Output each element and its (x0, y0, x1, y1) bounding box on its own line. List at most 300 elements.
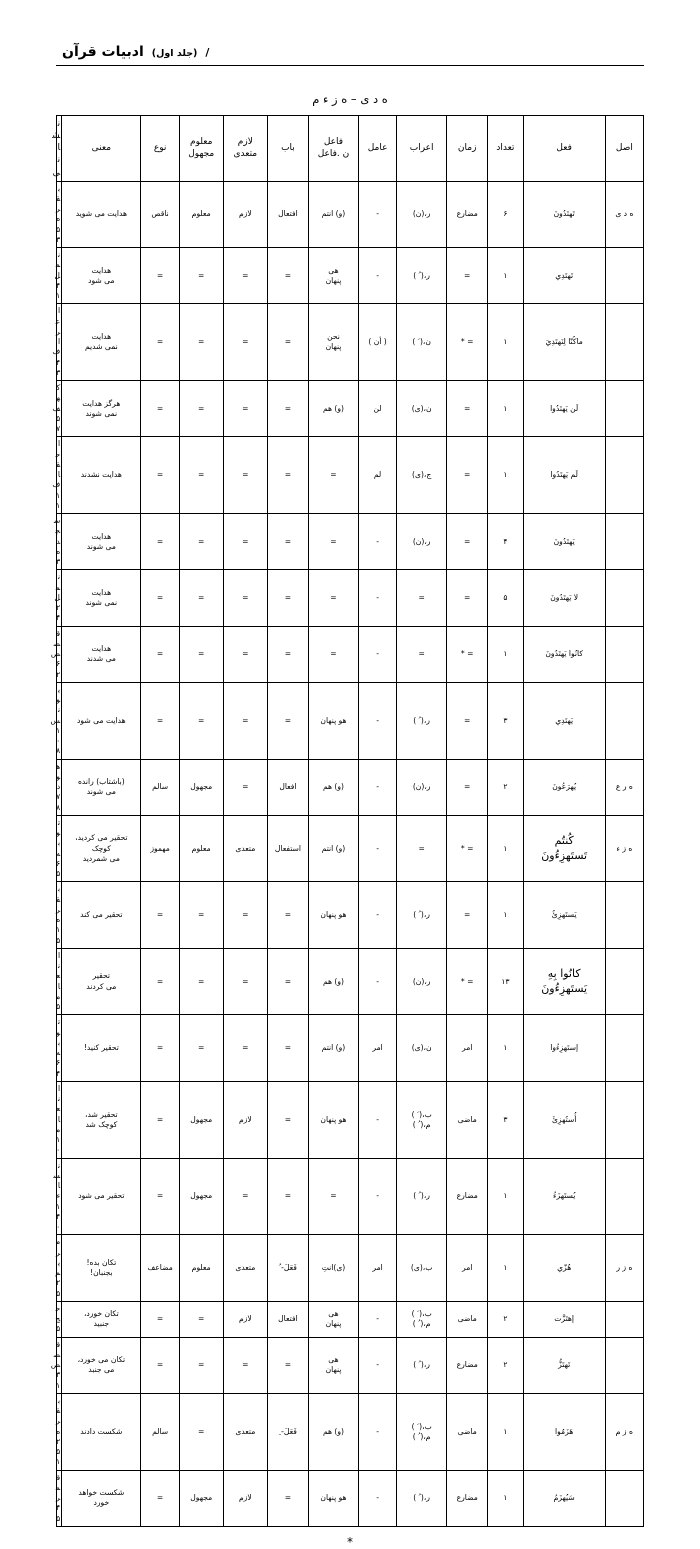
cell-mani: تحقیر می کردید، کوچک می شمردید (62, 815, 141, 882)
cell-fael: = (309, 437, 359, 514)
cell-noa: = (141, 1470, 179, 1526)
cell-noa: سالم (141, 759, 179, 815)
cell-amel: - (358, 570, 396, 626)
cell-noa: = (141, 248, 179, 304)
cell-asl (605, 1337, 643, 1393)
table-row (57, 1393, 644, 1470)
table-row (57, 1081, 644, 1158)
cell-zaman: مضارع (447, 1158, 488, 1235)
col-fel: فعل (523, 116, 605, 182)
table-row (57, 682, 644, 759)
cell-zaman: = * (447, 815, 488, 882)
cell-bab: = (267, 1470, 308, 1526)
cell-zaman: = (447, 882, 488, 949)
table-row (57, 181, 644, 248)
cell-neshani: احقاف۱۱ (57, 437, 62, 514)
cell-noa: ناقص (141, 181, 179, 248)
cell-bab: افعال (267, 759, 308, 815)
cell-tedad: ۱ (488, 1235, 523, 1302)
cell-tedad: ۲ (488, 1301, 523, 1337)
cell-lazem: لازم (223, 1470, 267, 1526)
cell-asl: ه ر ع (605, 759, 643, 815)
cell-mani: هدایت نشدند (62, 437, 141, 514)
cell-tedad: ۱ (488, 437, 523, 514)
cell-zaman: = (447, 759, 488, 815)
cell-neshani: کهف ۵۷ (57, 381, 62, 437)
cell-amel: - (358, 948, 396, 1015)
cell-erab: ر،( ُ ) (397, 1470, 447, 1526)
cell-fel: يَهتَدُونَ (523, 514, 605, 570)
cell-erab: ر،( ُ ) (397, 682, 447, 759)
cell-lazem: = (223, 514, 267, 570)
cell-amel: امر (358, 1015, 396, 1082)
cell-bab: = (267, 882, 308, 949)
cell-fael: (و) هم (309, 1393, 359, 1470)
cell-asl (605, 882, 643, 949)
cell-zaman: امر (447, 1015, 488, 1082)
cell-neshani: قصص۳۱ (57, 1337, 62, 1393)
cell-tedad: ۲ (488, 1337, 523, 1393)
cell-mani: شکست دادند (62, 1393, 141, 1470)
cell-maloom: مجهول (179, 1081, 223, 1158)
cell-tedad: ۴ (488, 514, 523, 570)
cell-erab: ب،( َ ) م،( ُ ) (397, 1081, 447, 1158)
cell-mani: تکان می خورد، می جنبد (62, 1337, 141, 1393)
cell-amel: - (358, 248, 396, 304)
cell-noa: = (141, 304, 179, 381)
cell-mani: تحقیر کنید! (62, 1015, 141, 1082)
cell-fel: لا يَهتَدُونَ (523, 570, 605, 626)
cell-bab: = (267, 514, 308, 570)
cell-asl (605, 1081, 643, 1158)
cell-mani: هدایت می شود (62, 682, 141, 759)
cell-mani: تحقیر می کند (62, 882, 141, 949)
cell-fel: ماکُنّا لِنَهتَدِيَ (523, 304, 605, 381)
cell-neshani: اعراف۴۳ (57, 304, 62, 381)
cell-neshani: انعام ۵ (57, 948, 62, 1015)
cell-zaman: مضارع (447, 181, 488, 248)
cell-tedad: ۱ (488, 381, 523, 437)
cell-lazem: لازم (223, 181, 267, 248)
cell-noa: = (141, 381, 179, 437)
cell-amel: - (358, 759, 396, 815)
cell-bab: افتعال (267, 181, 308, 248)
cell-zaman: = (447, 570, 488, 626)
cell-amel: - (358, 514, 396, 570)
cell-fael: هو پنهان (309, 1470, 359, 1526)
cell-neshani: بقره ۵۳ (57, 181, 62, 248)
cell-maloom: = (179, 1301, 223, 1337)
footer-star: * (347, 1534, 353, 1549)
cell-tedad: ۱ (488, 1158, 523, 1235)
cell-noa: = (141, 514, 179, 570)
cell-asl (605, 570, 643, 626)
cell-asl (605, 1158, 643, 1235)
cell-zaman: = * (447, 304, 488, 381)
cell-asl (605, 304, 643, 381)
cell-zaman: مضارع (447, 1470, 488, 1526)
cell-noa: = (141, 1158, 179, 1235)
cell-bab: = (267, 626, 308, 682)
cell-neshani: مریم۲۵ (57, 1235, 62, 1302)
col-noa: نوع (141, 116, 179, 182)
cell-noa: = (141, 682, 179, 759)
cell-lazem: = (223, 682, 267, 759)
cell-lazem: = (223, 882, 267, 949)
table-body (50, 181, 644, 1526)
cell-noa: مضاعف (141, 1235, 179, 1302)
cell-maloom: معلوم (179, 181, 223, 248)
cell-fael: (و) هم (309, 948, 359, 1015)
cell-tedad: ۵ (488, 570, 523, 626)
cell-tedad: ۱ (488, 304, 523, 381)
cell-erab: ب،(ی) (397, 1235, 447, 1302)
table-row (57, 381, 644, 437)
cell-mani: هدایت می شوید (62, 181, 141, 248)
cell-neshani: بقره ۱۵ (57, 882, 62, 949)
cell-noa: = (141, 948, 179, 1015)
section-caption: ه د ی – ه ز ء م (312, 92, 388, 106)
cell-fael: هی پنهان (309, 1301, 359, 1337)
cell-asl (605, 1015, 643, 1082)
cell-fael: (و) هم (309, 759, 359, 815)
cell-erab: = (397, 570, 447, 626)
cell-noa: = (141, 626, 179, 682)
cell-bab: = (267, 248, 308, 304)
cell-lazem: = (223, 1015, 267, 1082)
cell-maloom: = (179, 682, 223, 759)
col-tedad: تعداد (488, 116, 523, 182)
table-row (57, 948, 644, 1015)
table-row (57, 248, 644, 304)
cell-fel: هَزَمُوا (523, 1393, 605, 1470)
table-row (57, 1158, 644, 1235)
cell-maloom: مجهول (179, 1158, 223, 1235)
cell-maloom: معلوم (179, 1235, 223, 1302)
cell-maloom: = (179, 626, 223, 682)
table-row (57, 1015, 644, 1082)
cell-neshani: قمر ۴۵ (57, 1470, 62, 1526)
cell-bab: = (267, 948, 308, 1015)
cell-amel: - (358, 1301, 396, 1337)
cell-fael: (ی)انتِ (309, 1235, 359, 1302)
cell-mani: هدایت می شود (62, 248, 141, 304)
cell-tedad: ۲ (488, 759, 523, 815)
cell-erab: ب،( َ ) م،( ُ ) (397, 1393, 447, 1470)
cell-maloom: مجهول (179, 759, 223, 815)
cell-neshani: توبه ۶۵ (57, 815, 62, 882)
cell-amel: - (358, 882, 396, 949)
table-row (57, 1470, 644, 1526)
table-header-row (57, 116, 644, 182)
table-row (57, 570, 644, 626)
cell-neshani: نمل ۴۱ (57, 248, 62, 304)
cell-bab: = (267, 1337, 308, 1393)
cell-mani: شکست خواهد خورد (62, 1470, 141, 1526)
cell-lazem: = (223, 759, 267, 815)
cell-amel: امر (358, 1235, 396, 1302)
cell-erab: ر،(ن) (397, 948, 447, 1015)
header-separator: / (205, 46, 210, 59)
table-row (57, 1235, 644, 1302)
book-title: ادبیات قرآن (62, 44, 144, 60)
book-volume: (جلد اول) (151, 48, 198, 59)
cell-zaman: ماضی (447, 1301, 488, 1337)
cell-fel: هُزّي (523, 1235, 605, 1302)
cell-maloom: = (179, 1337, 223, 1393)
cell-mani: هرگز هدایت نمی شوند (62, 381, 141, 437)
cell-zaman: = (447, 248, 488, 304)
table-header (52, 116, 644, 182)
cell-amel: - (358, 815, 396, 882)
cell-bab: = (267, 682, 308, 759)
table-row (57, 514, 644, 570)
cell-erab: ن،(ی) (397, 1015, 447, 1082)
cell-fael: = (309, 570, 359, 626)
cell-fael: هی پنهان (309, 1337, 359, 1393)
cell-amel: لن (358, 381, 396, 437)
cell-asl (605, 1470, 643, 1526)
cell-maloom: معلوم (179, 815, 223, 882)
cell-lazem: = (223, 1337, 267, 1393)
cell-tedad: ۱ (488, 248, 523, 304)
cell-fel: سَيُهزَمُ (523, 1470, 605, 1526)
cell-zaman: ماضی (447, 1081, 488, 1158)
cell-bab: = (267, 1015, 308, 1082)
cell-fel: تَهتَزُّ (523, 1337, 605, 1393)
table-row (57, 1301, 644, 1337)
col-erab: اعراب (397, 116, 447, 182)
cell-noa: = (141, 1337, 179, 1393)
cell-amel: - (358, 1158, 396, 1235)
cell-tedad: ۱ (488, 626, 523, 682)
cell-asl: ه د ی (605, 181, 643, 248)
cell-fael: (و) هم (309, 381, 359, 437)
cell-erab: ر،( ُ ) (397, 1337, 447, 1393)
cell-fel: إستَهزِءُوا (523, 1015, 605, 1082)
cell-fel: يُستَهزَءُ (523, 1158, 605, 1235)
cell-amel: - (358, 1393, 396, 1470)
col-lazem: لازم متعدی (223, 116, 267, 182)
cell-lazem: = (223, 437, 267, 514)
cell-bab: فَعَلَ- ُ (267, 1235, 308, 1302)
cell-lazem: = (223, 381, 267, 437)
cell-amel: - (358, 1470, 396, 1526)
cell-zaman: مضارع (447, 1337, 488, 1393)
cell-fel: إهتَزَّت (523, 1301, 605, 1337)
cell-fael: = (309, 1158, 359, 1235)
cell-neshani: نمل ۲۴ (57, 570, 62, 626)
cell-erab: ر،(ن) (397, 514, 447, 570)
cell-erab: ر،( ُ ) (397, 882, 447, 949)
cell-lazem: = (223, 626, 267, 682)
cell-fel: تَهتَدُونَ (523, 181, 605, 248)
cell-zaman: = * (447, 948, 488, 1015)
cell-erab: ر،(ن) (397, 759, 447, 815)
page-header (56, 44, 644, 66)
cell-neshani: انعام ۱۰ (57, 1081, 62, 1158)
cell-asl (605, 514, 643, 570)
cell-zaman: = (447, 437, 488, 514)
cell-bab: = (267, 381, 308, 437)
cell-zaman: ماضی (447, 1393, 488, 1470)
cell-noa: = (141, 437, 179, 514)
cell-mani: هدایت می شدند (62, 626, 141, 682)
cell-mani: هدایت می شوند (62, 514, 141, 570)
cell-mani: (باشتاب) رانده می شوند (62, 759, 141, 815)
cell-zaman: = * (447, 626, 488, 682)
cell-asl (605, 682, 643, 759)
cell-maloom: مجهول (179, 1470, 223, 1526)
cell-asl (605, 381, 643, 437)
cell-fael: = (309, 626, 359, 682)
cell-maloom: = (179, 570, 223, 626)
cell-asl (605, 626, 643, 682)
cell-bab: = (267, 304, 308, 381)
cell-fel: تَهتَدِي (523, 248, 605, 304)
cell-maloom: = (179, 304, 223, 381)
cell-lazem: = (223, 570, 267, 626)
cell-bab: افتعال (267, 1301, 308, 1337)
col-zaman: زمان (447, 116, 488, 182)
cell-amel: - (358, 626, 396, 682)
cell-neshani: توبه ۶۴ (57, 1015, 62, 1082)
cell-erab: ن،( َ ) (397, 304, 447, 381)
cell-asl (605, 948, 643, 1015)
cell-lazem: متعدی (223, 1235, 267, 1302)
cell-maloom: = (179, 437, 223, 514)
cell-neshani: قصص۶۲ (57, 626, 62, 682)
cell-bab: استفعال (267, 815, 308, 882)
cell-lazem: = (223, 248, 267, 304)
cell-maloom: = (179, 948, 223, 1015)
cell-maloom: = (179, 1015, 223, 1082)
cell-neshani: حج ۵ (57, 1301, 62, 1337)
table-row (57, 759, 644, 815)
cell-zaman: = (447, 682, 488, 759)
cell-fel: يَستَهزِئُ (523, 882, 605, 949)
cell-asl: ه ز ر (605, 1235, 643, 1302)
cell-mani: تکان بده! بجنبان! (62, 1235, 141, 1302)
cell-tedad: ۱ (488, 815, 523, 882)
cell-erab: ر،(ن) (397, 181, 447, 248)
table-row (57, 626, 644, 682)
cell-amel: ( أن ) (358, 304, 396, 381)
cell-noa: = (141, 1015, 179, 1082)
col-asl: اصل (605, 116, 643, 182)
cell-mani: تحقیر می کردند (62, 948, 141, 1015)
cell-bab: = (267, 570, 308, 626)
cell-tedad: ۱ (488, 1015, 523, 1082)
cell-fael: هو پنهان (309, 682, 359, 759)
cell-fel: کانُوا يَهتَدُونَ (523, 626, 605, 682)
cell-fel: يَهتَدِي (523, 682, 605, 759)
cell-erab: ج،(ی) (397, 437, 447, 514)
cell-tedad: ۶ (488, 181, 523, 248)
cell-tedad: ۱۳ (488, 948, 523, 1015)
cell-mani: هدایت نمی شوند (62, 570, 141, 626)
cell-erab: ر،( ُ ) (397, 248, 447, 304)
cell-maloom: = (179, 882, 223, 949)
cell-noa: = (141, 882, 179, 949)
cell-bab: فَعَلَ- ِ (267, 1393, 308, 1470)
cell-erab: = (397, 626, 447, 682)
table-row (57, 1337, 644, 1393)
cell-noa: = (141, 1081, 179, 1158)
col-fael: فاعل ن .فاعل (309, 116, 359, 182)
cell-lazem: لازم (223, 1081, 267, 1158)
cell-lazem: = (223, 304, 267, 381)
cell-erab: ب،( َ ) م،( ُ ) (397, 1301, 447, 1337)
cell-fael: (و) انتم (309, 815, 359, 882)
cell-maloom: = (179, 381, 223, 437)
cell-zaman: = (447, 381, 488, 437)
cell-erab: ن،(ی) (397, 381, 447, 437)
col-bab: باب (267, 116, 308, 182)
cell-tedad: ۳ (488, 1081, 523, 1158)
cell-tedad: ۱ (488, 882, 523, 949)
cell-fael: هی پنهان (309, 248, 359, 304)
cell-tedad: ۱ (488, 1470, 523, 1526)
cell-amel: - (358, 682, 396, 759)
cell-maloom: = (179, 514, 223, 570)
cell-fel: أُستُهزِئَ (523, 1081, 605, 1158)
cell-tedad: ۳ (488, 682, 523, 759)
cell-neshani: یونس ۱۰۸ (57, 682, 62, 759)
cell-fael: (و) انتم (309, 1015, 359, 1082)
cell-neshani: هود ۷۸ (57, 759, 62, 815)
cell-amel: - (358, 1337, 396, 1393)
col-amel: عامل (358, 116, 396, 182)
cell-neshani: نساء۱۴۰ (57, 1158, 62, 1235)
cell-fel: لَم يَهتَدُوا (523, 437, 605, 514)
cell-bab: = (267, 1081, 308, 1158)
cell-fel: يُهرَعُونَ (523, 759, 605, 815)
cell-lazem: لازم (223, 1301, 267, 1337)
cell-fael: هو پنهان (309, 1081, 359, 1158)
cell-erab: = (397, 815, 447, 882)
cell-lazem: متعدی (223, 1393, 267, 1470)
cell-noa: = (141, 1301, 179, 1337)
cell-noa: سالم (141, 1393, 179, 1470)
cell-asl (605, 248, 643, 304)
col-mani: معنی (62, 116, 141, 182)
cell-fael: نحن پنهان (309, 304, 359, 381)
cell-noa: مهموز (141, 815, 179, 882)
cell-amel: - (358, 1081, 396, 1158)
cell-zaman: = (447, 514, 488, 570)
cell-lazem: = (223, 948, 267, 1015)
cell-fael: (و) انتم (309, 181, 359, 248)
cell-mani: تحقیر می شود (62, 1158, 141, 1235)
cell-bab: = (267, 1158, 308, 1235)
verbs-table (50, 115, 644, 1527)
cell-mani: تحقیر شد، کوچک شد (62, 1081, 141, 1158)
cell-amel: لم (358, 437, 396, 514)
col-maloom: معلوم مجهول (179, 116, 223, 182)
cell-neshani: سجده ۳ (57, 514, 62, 570)
table-row (57, 882, 644, 949)
cell-lazem: = (223, 1158, 267, 1235)
cell-mani: هدایت نمی شدیم (62, 304, 141, 381)
cell-lazem: متعدی (223, 815, 267, 882)
cell-fel: کانُوا بِهِ يَستَهزِءُونَ (523, 948, 605, 1015)
cell-fel: لَن يَهتَدُوا (523, 381, 605, 437)
cell-fel: کُنتُم تَستَهزِءُونَ (523, 815, 605, 882)
cell-asl: ه ز م (605, 1393, 643, 1470)
table-row (57, 304, 644, 381)
cell-asl: ه ز ء (605, 815, 643, 882)
